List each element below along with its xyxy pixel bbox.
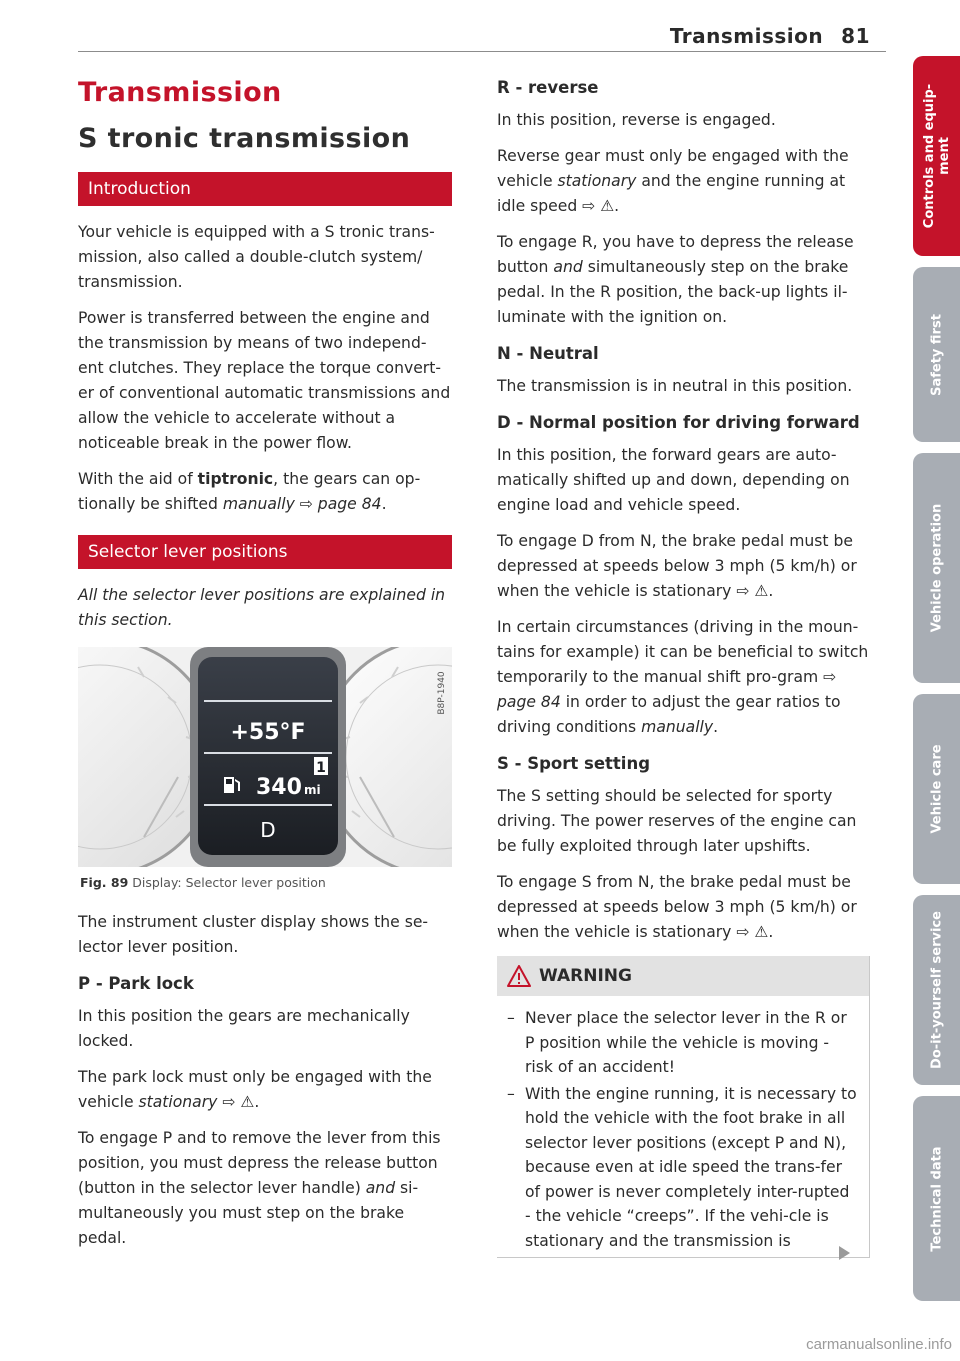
park-lock-heading: P - Park lock (78, 974, 194, 993)
manually-term: manually (222, 495, 295, 513)
warning-item: – Never place the selector lever in the R or P position while the vehicle is moving - risk of an accident! (507, 1006, 859, 1080)
header-rule (78, 51, 886, 52)
figure-caption (78, 867, 452, 900)
introduction-heading: Introduction (78, 172, 452, 206)
park-lock-text-3 (78, 1126, 452, 1251)
tab-label: Do-it-yourself service (929, 911, 944, 1069)
tab-vehicle-care[interactable] (913, 694, 960, 884)
tab-do-it-yourself-service[interactable] (913, 895, 960, 1085)
chapter-title: Transmission (78, 77, 282, 108)
selector-positions-heading: Selector lever positions (78, 535, 452, 569)
reverse-heading: R - reverse (497, 78, 599, 97)
intro-paragraph-2: Power is transferred between the engine and the transmission by means of two independ-ent clutches. They replace the torque convert-er of conventional automatic transmissions and allow the vehicle to accelerate without a noticeable break in the power flow. (78, 309, 451, 452)
tab-label: Safety first (929, 313, 944, 396)
tab-technical-data[interactable] (913, 1096, 960, 1301)
text: The park lock must only be engaged with the vehicle (78, 1068, 432, 1111)
warning-list (497, 996, 869, 1257)
watermark: carmanualsonline.info (806, 1336, 952, 1353)
sport-text-1: The S setting should be selected for sporty driving. The power reserves of the engine can be fully exploited through later upshifts. (497, 787, 857, 855)
range-readout: 340 (256, 775, 302, 800)
tab-label: Technical data (929, 1145, 944, 1252)
neutral-heading: N - Neutral (497, 344, 599, 363)
continued-arrow-icon (839, 1246, 850, 1260)
selector-intro: All the selector lever positions are explained in this section. (78, 586, 446, 629)
text: and the engine running at idle speed ⇨ ⚠. (497, 172, 846, 215)
neutral-text: The transmission is in neutral in this position. (497, 377, 853, 395)
text: To engage P and to remove the lever from this position, you must depress the release button (button in the selector lever handle) (78, 1129, 441, 1197)
warning-triangle-icon (507, 965, 531, 987)
reverse-text-1: In this position, reverse is engaged. (497, 111, 776, 129)
text: . (713, 718, 719, 736)
running-header (670, 24, 870, 48)
header-title: Transmission (669, 24, 824, 48)
selector-position-letter: D (260, 818, 276, 842)
sport-heading: S - Sport setting (497, 754, 651, 773)
stationary-term: stationary (138, 1093, 218, 1111)
page-number: 81 (841, 24, 870, 48)
gear-indicator: 1 (316, 760, 326, 776)
temperature-readout: +55°F (230, 720, 306, 745)
intro-paragraph-1: Your vehicle is equipped with a S tronic trans-mission, also called a double-clutch system/ transmission. (78, 223, 435, 291)
text: To engage R, you have to depress the release button (497, 233, 854, 276)
reverse-text-2 (497, 144, 870, 219)
park-lock-text-2 (78, 1065, 452, 1115)
warning-title: WARNING (539, 966, 632, 986)
manually-term: manually (641, 718, 714, 736)
text: simultaneously step on the brake pedal. In the R position, the back-up lights il-luminate with the ignition on. (497, 258, 849, 326)
park-lock-text-1: In this position the gears are mechanically locked. (78, 1007, 410, 1050)
warning-header (497, 956, 869, 996)
range-unit: mi (304, 783, 321, 797)
text: si-multaneously you must step on the brake pedal. (78, 1179, 419, 1247)
intro-paragraph-3 (78, 467, 452, 517)
tab-controls-and-equipment[interactable] (913, 56, 960, 256)
tiptronic-term: tiptronic (197, 470, 274, 488)
right-column (497, 76, 870, 1258)
display-paragraph: The instrument cluster display shows the se-lector lever position. (78, 913, 429, 956)
tab-safety-first[interactable] (913, 267, 960, 442)
tab-label: Vehicle care (929, 744, 944, 834)
reverse-text-3 (497, 230, 870, 330)
drive-text-2: To engage D from N, the brake pedal must be depressed at speeds below 3 mph (5 km/h) or when the vehicle is stationary ⇨ ⚠. (497, 532, 857, 600)
drive-heading: D - Normal position for driving forward (497, 413, 860, 432)
section-title: S tronic transmission (78, 123, 411, 154)
left-column (78, 76, 452, 1262)
warning-reference-link[interactable]: ⇨ ⚠. (217, 1093, 260, 1111)
page-reference-link[interactable]: ⇨ page 84 (497, 668, 837, 711)
stationary-term: stationary (557, 172, 637, 190)
tab-vehicle-operation[interactable] (913, 453, 960, 683)
figure-caption-text: Display: Selector lever position (132, 875, 326, 890)
and-term: and (553, 258, 583, 276)
warning-item: – With the engine running, it is necessary to hold the vehicle with the foot brake in all selector lever positions (except P and N), because even at idle speed the trans-fer of power is never completely inter-rupted - the vehicle “creeps”. If the vehi-cle is stationary and the transmission is (507, 1082, 859, 1254)
page-reference-link[interactable]: ⇨ page 84 (299, 495, 382, 513)
text: in order to adjust the gear ratios to driving conditions (497, 693, 841, 736)
text: With the aid of (78, 470, 198, 488)
tab-label: Controls and equip-ment (921, 83, 952, 229)
instrument-cluster-figure (78, 647, 452, 867)
and-term: and (365, 1179, 396, 1197)
text: In certain circumstances (driving in the moun-tains for example) it can be beneficial to switch temporarily to the manual shift pro-gram (497, 618, 869, 686)
text: , the gears can op-tionally be shifted (78, 470, 421, 513)
drive-text-3 (497, 615, 870, 740)
figure-code: B8P-1940 (437, 671, 447, 715)
figure-label: Fig. 89 (80, 875, 129, 890)
text: Reverse gear must only be engaged with the vehicle (497, 147, 849, 190)
drive-text-1: In this position, the forward gears are auto-matically shifted up and down, depending on engine load and vehicle speed. (497, 446, 850, 514)
text: . (381, 495, 387, 513)
tab-label: Vehicle operation (929, 503, 944, 633)
cluster-illustration (78, 647, 452, 867)
sport-text-2: To engage S from N, the brake pedal must be depressed at speeds below 3 mph (5 km/h) or when the vehicle is stationary ⇨ ⚠. (497, 873, 857, 941)
warning-box (497, 956, 870, 1258)
